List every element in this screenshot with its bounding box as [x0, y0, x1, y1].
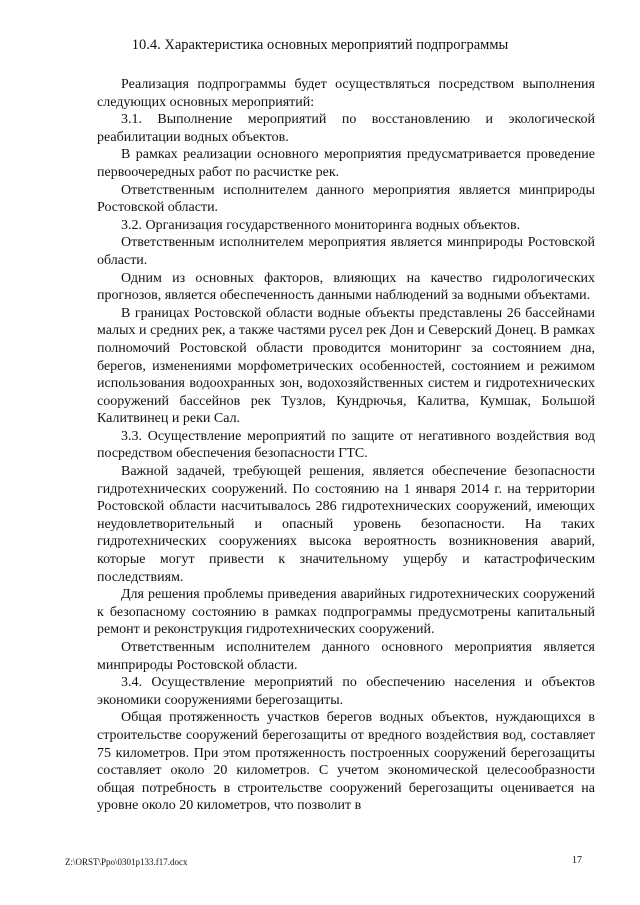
section-heading: 10.4. Характеристика основных мероприятий подпрограммы: [131, 37, 509, 53]
paragraph: Общая протяженность участков берегов водных объектов, нуждающихся в строительстве сооружений берегозащиты от вредного воздействия вод, составляет 75 километров. При этом протяженность построенных сооружений берегозащиты составляет около 20 километров. С учетом экономической целесообразности общая потребность в строительстве сооружений берегозащиты оценивается на уровне около 20 километров, что позволит в: [97, 710, 595, 814]
paragraph: Ответственным исполнителем данного мероприятия является минприроды Ростовской области.: [97, 182, 595, 216]
paragraph: Для решения проблемы приведения аварийных гидротехнических сооружений к безопасному состоянию в рамках подпрограммы предусмотрены капитальный ремонт и реконструкция гидротехнических сооружений.: [97, 587, 595, 638]
footer-file-path: Z:\ORST\Ppo\0301p133.f17.docx: [65, 857, 188, 867]
paragraph: В границах Ростовской области водные объекты представлены 26 бассейнами малых и средних рек, а также частями русел рек Дон и Северский Донец. В рамках полномочий Ростовской области проводится мониторинг за состоянием дна, берегов, изменениями морфометрических особенностей, состоянием и режимом использования водоохранных зон, водохозяйственных систем и гидротехнических сооружений бассейнов рек Тузлов, Кундрючья, Калитва, Кумшак, Большой Калитвинец и реки Сал.: [97, 305, 595, 427]
paragraph: В рамках реализации основного мероприятия предусматривается проведение первоочередных работ по расчистке рек.: [97, 147, 595, 180]
paragraph: 3.2. Организация государственного мониторинга водных объектов.: [121, 217, 521, 233]
paragraph: 3.4. Осуществление мероприятий по обеспечению населения и объектов экономики сооружениями берегозащиты.: [97, 675, 595, 708]
paragraph: 3.1. Выполнение мероприятий по восстановлению и экологической реабилитации водных объектов.: [97, 112, 595, 145]
paragraph: Одним из основных факторов, влияющих на качество гидрологических прогнозов, является обеспеченность данными наблюдений за водными объектами.: [97, 270, 595, 304]
paragraph: Важной задачей, требующей решения, является обеспечение безопасности гидротехнических сооружений. По состоянию на 1 января 2014 г. на территории Ростовской области насчитывалось 286 гидротехнических сооружений, имеющих неудовлетворительный и опасный уровень безопасности. На таких гидротехнических сооружениях высока вероятность возникновения аварий, которые могут привести к значительному ущербу и катастрофическим последствиям.: [97, 464, 595, 585]
paragraph: Ответственным исполнителем мероприятия является минприроды Ростовской области.: [97, 235, 595, 268]
paragraph: Ответственным исполнителем данного основного мероприятия является минприроды Ростовской области.: [97, 640, 595, 673]
body-text: [97, 76, 595, 815]
page-number: 17: [572, 855, 582, 866]
paragraph: 3.3. Осуществление мероприятий по защите от негативного воздействия вод посредством обеспечения безопасности ГТС.: [97, 428, 595, 462]
paragraph: Реализация подпрограммы будет осуществляться посредством выполнения следующих основных мероприятий:: [97, 77, 595, 110]
